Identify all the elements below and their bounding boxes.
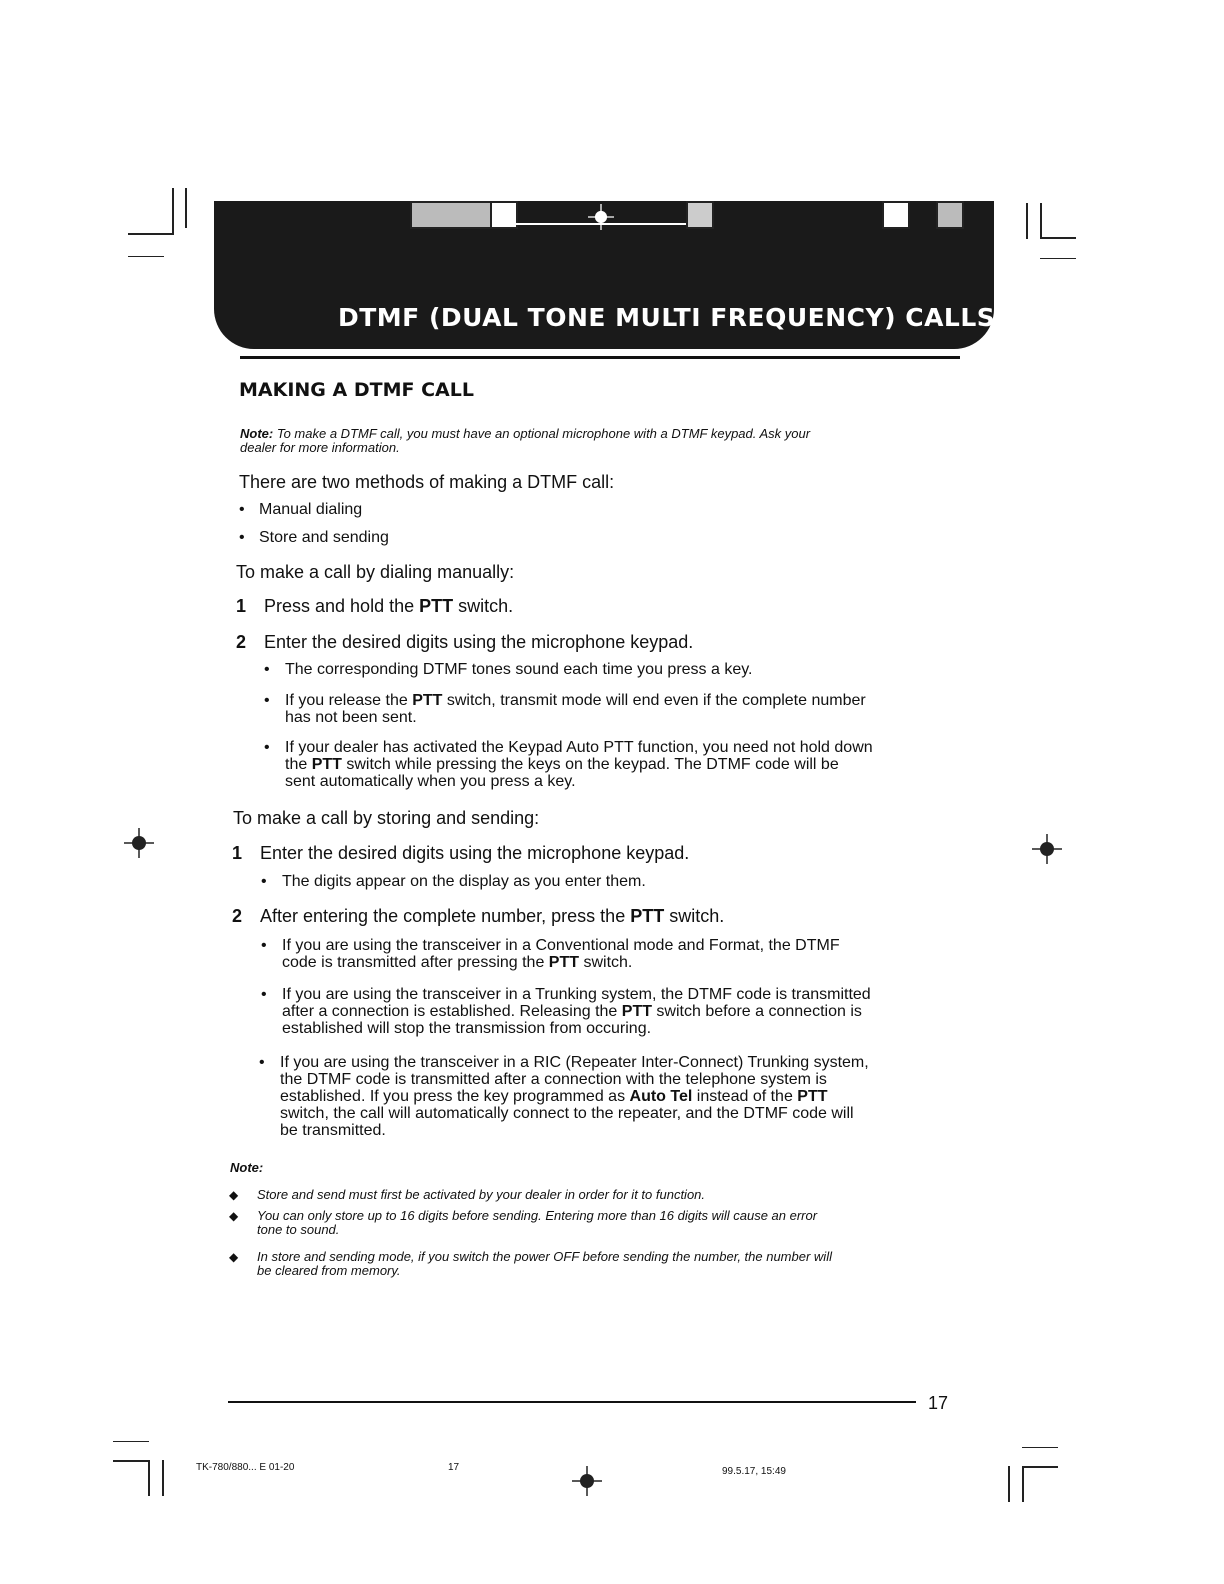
list-item: • If you are using the transceiver in a Conventional mode and Format, the DTMF code is transmitted after pressing the PTT switch. [261,937,840,971]
crop-mark [185,188,187,228]
step-text-bold: PTT [630,906,665,926]
bullet-text: If you are using the transceiver in a Trunking system, the DTMF code is transmitted [282,986,871,1003]
diamond-bullet-icon: ◆ [229,1209,239,1223]
note-text: dealer for more information. [240,440,400,455]
step [236,632,694,652]
diamond-bullet-icon: ◆ [229,1250,239,1264]
step-text: Press and hold the [264,596,420,616]
bullet-text: the [285,756,312,773]
bullet-text: If you release the [285,692,413,709]
store-lead: To make a call by storing and sending: [233,808,540,828]
step-number: 2 [232,906,243,926]
note-text: tone to sound. [257,1222,340,1237]
section-heading: MAKING A DTMF CALL [239,379,474,401]
list-item: • The digits appear on the display as you enter them. [261,873,646,890]
bullet-text: sent automatically when you press a key. [285,773,576,790]
crop-mark [1022,1466,1024,1502]
manual-lead: To make a call by dialing manually: [236,562,515,582]
crop-mark [113,1460,149,1462]
crop-mark [1040,203,1042,239]
bullet-text-bold: Auto Tel [629,1088,693,1105]
step-text: switch. [664,906,725,926]
bullet-text: switch before a connection is [651,1003,862,1020]
crop-mark [172,188,174,235]
note-label: Note: [240,426,274,441]
step-number: 1 [232,843,243,863]
list-item [229,1208,967,1237]
crop-mark [113,1441,149,1442]
page-title: DTMF (DUAL TONE MULTI FREQUENCY) CALLS [338,303,996,332]
registration-box [410,201,492,229]
footer-page: 17 [448,1462,460,1473]
step [236,596,514,616]
note [240,427,960,455]
crop-mark [162,1460,164,1496]
registration-box [882,201,910,229]
bullet-text-bold: PTT [412,692,443,709]
step [232,906,725,926]
bullet-text: code is transmitted after pressing the [282,954,549,971]
registration-box [686,201,714,229]
bullet-text: switch while pressing the keys on the keypad. The DTMF code will be [341,756,839,773]
step-text: After entering the complete number, press the [260,906,631,926]
footer-rule [228,1401,916,1403]
registration-box [936,201,964,229]
note-text: To make a DTMF call, you must have an optional microphone with a DTMF keypad. Ask your [276,426,811,441]
bullet-text: The corresponding DTMF tones sound each time you press a key. [285,661,753,678]
bullet-text: The digits appear on the display as you enter them. [282,873,646,890]
bullet-text-bold: PTT [797,1088,828,1105]
bullet-text: instead of the [692,1088,798,1105]
page-number: 17 [928,1393,949,1413]
crop-mark [1026,203,1028,239]
note-text: You can only store up to 16 digits before sending. Entering more than 16 digits will cause an error [257,1208,818,1223]
footer-timestamp: 99.5.17, 15:49 [722,1466,786,1477]
list-item [229,1187,967,1202]
note-text: Store and send must first be activated by your dealer in order for it to function. [257,1187,706,1202]
list-item: • If you are using the transceiver in a RIC (Repeater Inter-Connect) Trunking system, the DTMF code is transmitted after a connection with the telephone system is established. If you press the key programmed as Auto Tel instead of the PTT switch, the call will automatically connect to the repeater, and the DTMF code will be transmitted. [259,1054,869,1139]
step [232,843,690,863]
bullet-text-bold: PTT [311,756,342,773]
list-item: • If you release the PTT switch, transmit mode will end even if the complete number has not been sent. [264,692,866,726]
registration-target-icon [588,204,614,230]
crop-mark [1008,1466,1010,1502]
crop-mark [1022,1466,1058,1468]
step-text: switch. [453,596,514,616]
bullet-text: be transmitted. [280,1122,386,1139]
registration-target-icon [124,828,154,858]
bullet-text: established will stop the transmission from occuring. [282,1020,652,1037]
bullet-text: has not been sent. [285,709,417,726]
footer-doc-code: TK-780/880... E 01-20 [196,1462,295,1473]
crop-mark [1022,1447,1058,1448]
bullet-text-bold: PTT [621,1003,652,1020]
bullet-text-bold: PTT [548,954,580,971]
list-item: • Manual dialing [239,501,363,518]
list-item: • If you are using the transceiver in a Trunking system, the DTMF code is transmitted after a connection is established. Releasing the PTT switch before a connection is established will stop the transmission from occuring. [261,986,871,1037]
method-label: Manual dialing [259,501,363,518]
bullet-text: If you are using the transceiver in a Conventional mode and Format, the DTMF [282,937,840,954]
bullet-text: switch, the call will automatically connect to the repeater, and the DTMF code will [280,1105,854,1122]
bullet-text: the DTMF code is transmitted after a connection with the telephone system is [280,1071,827,1088]
crop-mark [148,1460,150,1496]
method-label: Store and sending [259,529,389,546]
list-item [229,1249,967,1278]
step-number: 2 [236,632,247,652]
note-label: Note: [230,1160,264,1175]
bullet-text: If you are using the transceiver in a RIC (Repeater Inter-Connect) Trunking system, [280,1054,869,1071]
step-number: 1 [236,596,247,616]
list-item: • If your dealer has activated the Keypad Auto PTT function, you need not hold down the PTT switch while pressing the keys on the keypad. The DTMF code will be sent automatically when you press a key. [264,739,873,790]
step-text-bold: PTT [419,596,454,616]
bullet-text: after a connection is established. Releasing the [282,1003,622,1020]
note-text: In store and sending mode, if you switch the power OFF before sending the number, the number will [257,1249,832,1264]
registration-target-icon [572,1466,602,1496]
step-text: Enter the desired digits using the microphone keypad. [260,843,690,863]
intro-text: There are two methods of making a DTMF call: [239,472,615,492]
bullet-text: If your dealer has activated the Keypad Auto PTT function, you need not hold down [285,739,873,756]
bullet-text: switch. [579,954,633,971]
bullet-text: switch, transmit mode will end even if the complete number [442,692,866,709]
crop-mark [1040,237,1076,239]
header-rule [240,356,960,359]
list-item: • The corresponding DTMF tones sound each time you press a key. [264,661,753,678]
crop-mark [128,256,164,257]
list-item: • Store and sending [239,529,389,546]
bullet-text: established. If you press the key programmed as [280,1088,630,1105]
crop-mark [1040,258,1076,259]
crop-mark [128,233,174,235]
notes-label [230,1161,263,1175]
diamond-bullet-icon: ◆ [229,1188,239,1202]
note-text: be cleared from memory. [257,1263,401,1278]
registration-target-icon [1032,834,1062,864]
step-text: Enter the desired digits using the microphone keypad. [264,632,694,652]
